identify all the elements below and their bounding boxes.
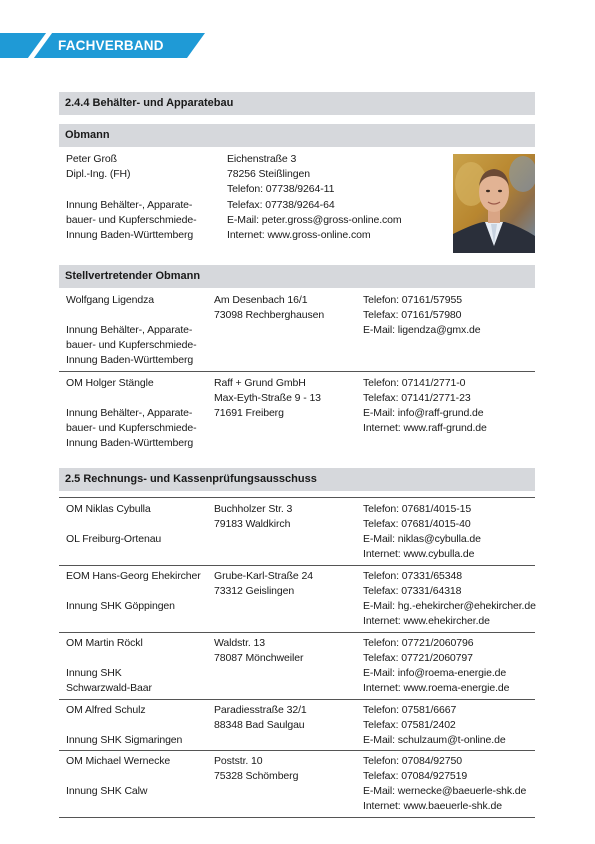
member-ehekircher-street: Grube-Karl-Straße 24 bbox=[214, 570, 313, 582]
member-roeckl-email[interactable]: E-Mail: info@roema-energie.de bbox=[363, 667, 507, 679]
divider bbox=[59, 497, 535, 498]
obmann-name: Peter Groß bbox=[66, 153, 117, 165]
member-schulz-email[interactable]: E-Mail: schulzaum@t-online.de bbox=[363, 734, 506, 746]
obmann-org-line2: bauer- und Kupferschmiede- bbox=[66, 214, 197, 226]
member-roeckl-name: OM Martin Röckl bbox=[66, 637, 143, 649]
stellv2-city: 71691 Freiberg bbox=[214, 407, 284, 419]
member-wernecke-name: OM Michael Wernecke bbox=[66, 755, 171, 767]
member-cybulla-street: Buchholzer Str. 3 bbox=[214, 503, 293, 515]
member-ehekircher-fax: Telefax: 07331/64318 bbox=[363, 585, 462, 597]
member-cybulla-email[interactable]: E-Mail: niklas@cybulla.de bbox=[363, 533, 481, 545]
stellv1-name: Wolfgang Ligendza bbox=[66, 294, 155, 306]
stellv2-email[interactable]: E-Mail: info@raff-grund.de bbox=[363, 407, 484, 419]
member-cybulla-name: OM Niklas Cybulla bbox=[66, 503, 151, 515]
member-roeckl-website[interactable]: Internet: www.roema-energie.de bbox=[363, 682, 510, 694]
member-schulz-phone: Telefon: 07581/6667 bbox=[363, 704, 457, 716]
stellv1-street: Am Desenbach 16/1 bbox=[214, 294, 308, 306]
section-title-2-5: 2.5 Rechnungs- und Kassenprüfungsausschuss bbox=[59, 468, 535, 491]
stellv1-email[interactable]: E-Mail: ligendza@gmx.de bbox=[363, 324, 481, 336]
member-schulz-name: OM Alfred Schulz bbox=[66, 704, 146, 716]
member-cybulla-phone: Telefon: 07681/4015-15 bbox=[363, 503, 472, 515]
divider bbox=[59, 632, 535, 633]
stellv1-city: 73098 Rechberghausen bbox=[214, 309, 325, 321]
member-roeckl-fax: Telefax: 07721/2060797 bbox=[363, 652, 473, 664]
member-roeckl-org-line1: Innung SHK bbox=[66, 667, 122, 679]
stellv1-fax: Telefax: 07161/57980 bbox=[363, 309, 462, 321]
member-schulz-street: Paradiesstraße 32/1 bbox=[214, 704, 307, 716]
stellv2-org-line3: Innung Baden-Württemberg bbox=[66, 437, 194, 449]
stellv2-org-line1: Innung Behälter-, Apparate- bbox=[66, 407, 193, 419]
member-ehekircher-website[interactable]: Internet: www.ehekircher.de bbox=[363, 615, 490, 627]
member-roeckl-city: 78087 Mönchweiler bbox=[214, 652, 304, 664]
member-wernecke-phone: Telefon: 07084/92750 bbox=[363, 755, 463, 767]
divider bbox=[59, 750, 535, 751]
obmann-org-line3: Innung Baden-Württemberg bbox=[66, 229, 194, 241]
obmann-city: 78256 Steißlingen bbox=[227, 168, 310, 180]
member-cybulla-fax: Telefax: 07681/4015-40 bbox=[363, 518, 471, 530]
stellv1-org-line3: Innung Baden-Württemberg bbox=[66, 354, 194, 366]
obmann-email[interactable]: E-Mail: peter.gross@gross-online.com bbox=[227, 214, 402, 226]
obmann-degree: Dipl.-Ing. (FH) bbox=[66, 168, 131, 180]
member-wernecke-email[interactable]: E-Mail: wernecke@baeuerle-shk.de bbox=[363, 785, 527, 797]
stellv2-name: OM Holger Stängle bbox=[66, 377, 154, 389]
obmann-portrait-photo bbox=[453, 154, 535, 253]
member-wernecke-org: Innung SHK Calw bbox=[66, 785, 148, 797]
member-roeckl-org-line2: Schwarzwald-Baar bbox=[66, 682, 152, 694]
divider bbox=[59, 699, 535, 700]
divider bbox=[59, 371, 535, 372]
member-ehekircher-org: Innung SHK Göppingen bbox=[66, 600, 175, 612]
member-schulz-org: Innung SHK Sigmaringen bbox=[66, 734, 183, 746]
member-ehekircher-city: 73312 Geislingen bbox=[214, 585, 295, 597]
stellv1-org-line1: Innung Behälter-, Apparate- bbox=[66, 324, 193, 336]
member-ehekircher-name: EOM Hans-Georg Ehekircher bbox=[66, 570, 201, 582]
member-roeckl-phone: Telefon: 07721/2060796 bbox=[363, 637, 474, 649]
obmann-street: Eichenstraße 3 bbox=[227, 153, 297, 165]
banner-title: FACHVERBAND bbox=[58, 38, 164, 53]
member-wernecke-city: 75328 Schömberg bbox=[214, 770, 299, 782]
obmann-org-line1: Innung Behälter-, Apparate- bbox=[66, 199, 193, 211]
subsection-title-stellvertretender-obmann: Stellvertretender Obmann bbox=[59, 265, 535, 288]
stellv2-street: Max-Eyth-Straße 9 - 13 bbox=[214, 392, 321, 404]
obmann-fax: Telefax: 07738/9264-64 bbox=[227, 199, 335, 211]
member-schulz-city: 88348 Bad Saulgau bbox=[214, 719, 305, 731]
stellv2-company: Raff + Grund GmbH bbox=[214, 377, 306, 389]
stellv2-fax: Telefax: 07141/2771-23 bbox=[363, 392, 471, 404]
member-cybulla-city: 79183 Waldkirch bbox=[214, 518, 291, 530]
stellv2-org-line2: bauer- und Kupferschmiede- bbox=[66, 422, 197, 434]
member-wernecke-street: Poststr. 10 bbox=[214, 755, 263, 767]
member-wernecke-website[interactable]: Internet: www.baeuerle-shk.de bbox=[363, 800, 502, 812]
member-ehekircher-phone: Telefon: 07331/65348 bbox=[363, 570, 463, 582]
divider bbox=[59, 565, 535, 566]
member-schulz-fax: Telefax: 07581/2402 bbox=[363, 719, 456, 731]
stellv1-phone: Telefon: 07161/57955 bbox=[363, 294, 463, 306]
member-cybulla-website[interactable]: Internet: www.cybulla.de bbox=[363, 548, 475, 560]
obmann-website[interactable]: Internet: www.gross-online.com bbox=[227, 229, 371, 241]
section-title-2-4-4: 2.4.4 Behälter- und Apparatebau bbox=[59, 92, 535, 115]
stellv1-org-line2: bauer- und Kupferschmiede- bbox=[66, 339, 197, 351]
member-wernecke-fax: Telefax: 07084/927519 bbox=[363, 770, 468, 782]
stellv2-phone: Telefon: 07141/2771-0 bbox=[363, 377, 466, 389]
member-roeckl-street: Waldstr. 13 bbox=[214, 637, 266, 649]
obmann-phone: Telefon: 07738/9264-11 bbox=[227, 183, 335, 195]
member-ehekircher-email[interactable]: E-Mail: hg.-ehekircher@ehekircher.de bbox=[363, 600, 536, 612]
member-cybulla-org: OL Freiburg-Ortenau bbox=[66, 533, 162, 545]
stellv2-website[interactable]: Internet: www.raff-grund.de bbox=[363, 422, 487, 434]
subsection-title-obmann: Obmann bbox=[59, 124, 535, 147]
divider bbox=[59, 817, 535, 818]
